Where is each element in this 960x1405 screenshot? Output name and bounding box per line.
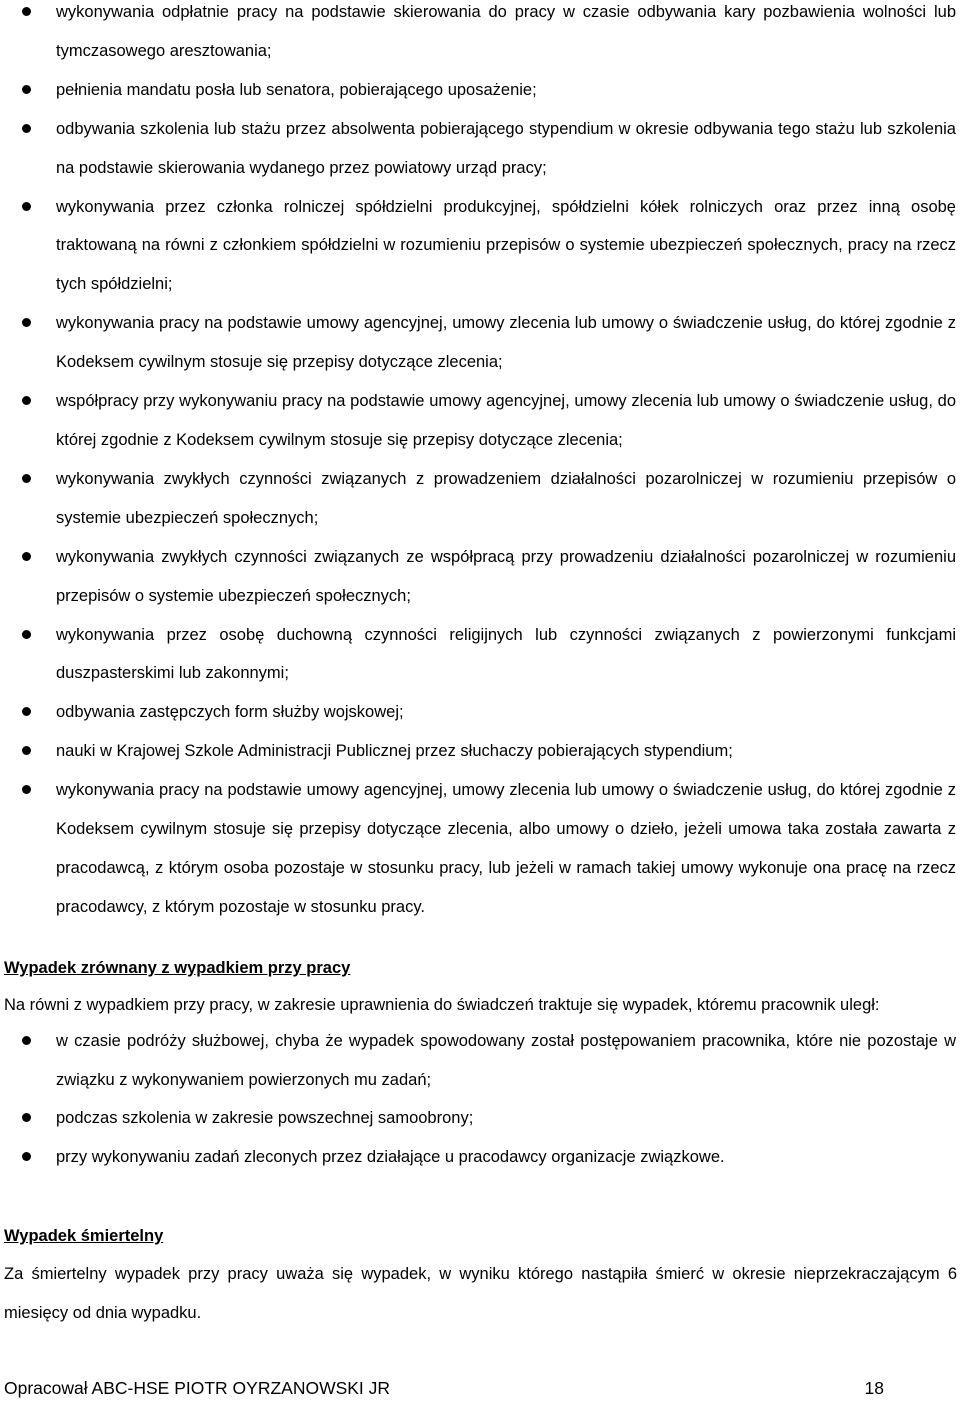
list-item <box>0 693 960 732</box>
list-item <box>0 382 960 460</box>
list-item <box>0 110 960 188</box>
bullet-icon <box>22 746 31 755</box>
list-item <box>0 732 960 771</box>
list-item <box>0 616 960 694</box>
list-item <box>0 188 960 305</box>
list-item-text: wykonywania zwykłych czynności związanych z prowadzeniem działalności pozarolniczej w rozumieniu przepisów o systemie ubezpieczeń społecznych; <box>56 469 956 527</box>
bullet-list-equal <box>0 1022 960 1176</box>
list-item <box>0 1022 960 1099</box>
list-item <box>0 538 960 616</box>
list-item <box>0 71 960 110</box>
footer-author: Opracował ABC-HSE PIOTR OYRZANOWSKI JR <box>4 1378 391 1398</box>
list-item-text: wykonywania przez osobę duchowną czynności religijnych lub czynności związanych z powierzonymi funkcjami duszpasterskimi lub zakonnymi; <box>56 625 956 683</box>
bullet-icon <box>22 785 31 794</box>
page-footer <box>4 1378 884 1399</box>
bullet-icon <box>22 1152 31 1161</box>
list-item <box>0 1099 960 1138</box>
list-item-text: wykonywania pracy na podstawie umowy agencyjnej, umowy zlecenia lub umowy o świadczenie usług, do której zgodnie z Kodeksem cywilnym stosuje się przepisy dotyczące zlecenia, albo umowy o dzieło, jeżeli umowa taka została zawarta z pracodawcą, z którym osoba pozostaje w stosunku pracy, lub jeżeli w ramach takiej umowy wykonuje ona pracę na rzecz pracodawcy, z którym pozostaje w stosunku pracy. <box>56 781 956 916</box>
list-item-text: wykonywania odpłatnie pracy na podstawie skierowania do pracy w czasie odbywania kary pozbawienia wolności lub tymczasowego aresztowania; <box>56 3 956 60</box>
bullet-icon <box>22 630 31 639</box>
bullet-icon <box>22 552 31 561</box>
bullet-icon <box>22 318 31 327</box>
list-item-text: wykonywania przez członka rolniczej spółdzielni produkcyjnej, spółdzielni kółek rolniczych oraz przez inną osobę traktowaną na równi z członkiem spółdzielni w rozumieniu przepisów o systemie ubezpieczeń społecznych, pracy na rzecz tych spółdzielni; <box>56 197 956 294</box>
bullet-icon <box>22 7 31 16</box>
bullet-icon <box>22 1036 31 1045</box>
list-item <box>0 771 960 927</box>
list-item-text: przy wykonywaniu zadań zleconych przez działające u pracodawcy organizacje związkowe. <box>56 1147 725 1166</box>
section-text-fatal: Za śmiertelny wypadek przy pracy uważa się wypadek, w wyniku którego nastąpiła śmierć w okresie nieprzekraczającym 6 miesięcy od dnia wypadku. <box>4 1265 957 1322</box>
list-item-text: odbywania zastępczych form służby wojskowej; <box>56 703 404 722</box>
bullet-icon <box>22 1113 31 1122</box>
bullet-icon <box>22 124 31 133</box>
list-item <box>0 304 960 382</box>
page-number: 18 <box>864 1378 884 1398</box>
list-item-text: pełnienia mandatu posła lub senatora, pobierającego uposażenie; <box>56 80 537 99</box>
list-item-text: w czasie podróży służbowej, chyba że wypadek spowodowany został postępowaniem pracownika, które nie pozostaje w związku z wykonywaniem powierzonych mu zadań; <box>56 1032 956 1089</box>
section-intro-equal: Na równi z wypadkiem przy pracy, w zakresie uprawnienia do świadczeń traktuje się wypadek, któremu pracownik uległ: <box>4 996 880 1014</box>
list-item-text: wykonywania zwykłych czynności związanych ze współpracą przy prowadzeniu działalności pozarolniczej w rozumieniu przepisów o systemie ubezpieczeń społecznych; <box>56 547 956 605</box>
list-item <box>0 460 960 538</box>
list-item <box>0 0 960 71</box>
bullet-icon <box>22 474 31 483</box>
list-item-text: nauki w Krajowej Szkole Administracji Publicznej przez słuchaczy pobierających stypendium; <box>56 742 733 761</box>
bullet-icon <box>22 707 31 716</box>
section-heading-equal: Wypadek zrównany z wypadkiem przy pracy <box>4 959 351 977</box>
list-item-text: podczas szkolenia w zakresie powszechnej samoobrony; <box>56 1109 474 1128</box>
list-item-text: wykonywania pracy na podstawie umowy agencyjnej, umowy zlecenia lub umowy o świadczenie usług, do której zgodnie z Kodeksem cywilnym stosuje się przepisy dotyczące zlecenia; <box>56 314 956 372</box>
list-item-text: odbywania szkolenia lub stażu przez absolwenta pobierającego stypendium w okresie odbywania tego stażu lub szkolenia na podstawie skierowania wydanego przez powiatowy urząd pracy; <box>56 119 956 177</box>
section-heading-fatal: Wypadek śmiertelny <box>4 1227 164 1245</box>
bullet-icon <box>22 85 31 94</box>
list-item <box>0 1138 960 1177</box>
list-item-text: współpracy przy wykonywaniu pracy na podstawie umowy agencyjnej, umowy zlecenia lub umowy o świadczenie usług, do której zgodnie z Kodeksem cywilnym stosuje się przepisy dotyczące zlecenia; <box>56 392 956 449</box>
bullet-icon <box>22 396 31 405</box>
bullet-icon <box>22 202 31 211</box>
